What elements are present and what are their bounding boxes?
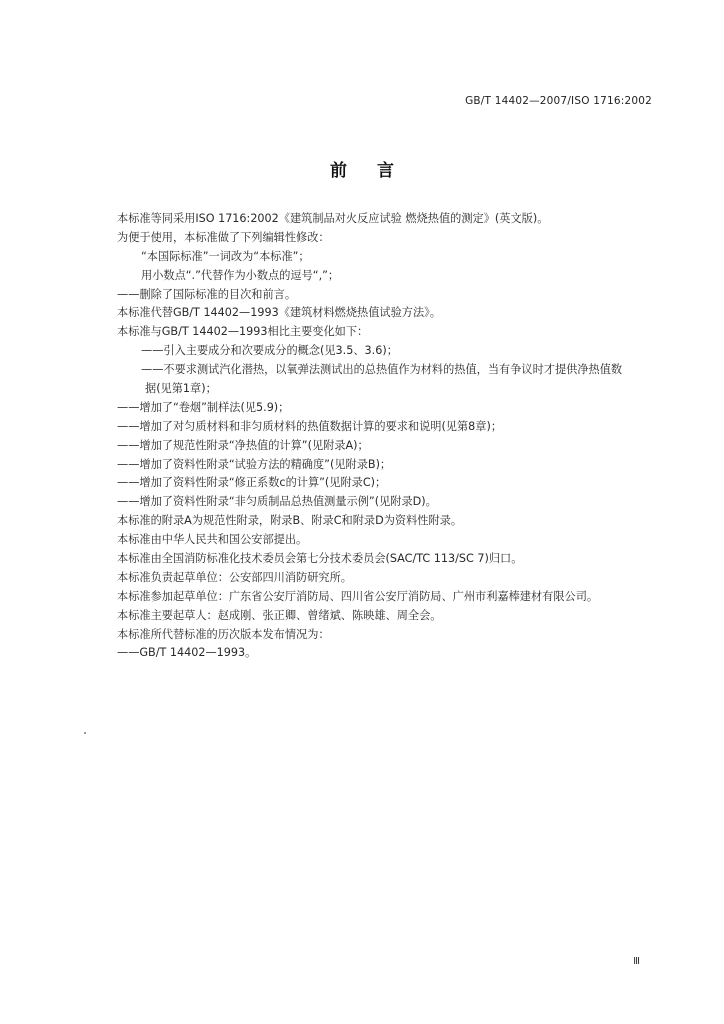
foreword-line: ——增加了对匀质材料和非匀质材料的热值数据计算的要求和说明(见第8章)； [117, 419, 503, 433]
foreword-line: ——引入主要成分和次要成分的概念(见3.5、3.6)； [141, 344, 398, 358]
foreword-line: 用小数点“.”代替作为小数点的逗号“,”； [141, 268, 340, 282]
foreword-line: 据(见第1章)； [145, 382, 217, 396]
foreword-line: “本国际标准”一词改为“本标准”； [141, 249, 310, 263]
foreword-line: 本标准由全国消防标准化技术委员会第七分技术委员会(SAC/TC 113/SC 7)归口。 [117, 552, 523, 566]
foreword-line: 本标准所代替标准的历次版本发布情况为： [117, 627, 330, 641]
foreword-line: ——不要求测试汽化潜热，以氧弹法测试出的总热值作为材料的热值，当有争议时才提供净热值数 [141, 363, 623, 377]
foreword-line: ——增加了资料性附录“非匀质制品总热值测量示例”(见附录D)。 [117, 495, 437, 509]
foreword-line: ——增加了资料性附录“试验方法的精确度”(见附录B)； [117, 457, 392, 471]
foreword-line: ——GB/T 14402—1993。 [117, 646, 257, 660]
page-title: 前言 [330, 161, 424, 181]
foreword-line: 本标准代替GB/T 14402—1993《建筑材料燃烧热值试验方法》。 [117, 306, 441, 320]
foreword-line: 本标准与GB/T 14402—1993相比主要变化如下： [117, 325, 369, 339]
foreword-body [117, 210, 662, 663]
foreword-line: 本标准主要起草人：赵成刚、张正卿、曾绪斌、陈映雄、周全会。 [117, 608, 442, 622]
foreword-line: 本标准由中华人民共和国公安部提出。 [117, 533, 308, 547]
foreword-line: 为便于使用，本标准做了下列编辑性修改： [117, 230, 330, 244]
foreword-line: 本标准等同采用ISO 1716:2002《建筑制品对火反应试验 燃烧热值的测定》(英文版)。 [117, 212, 549, 225]
foreword-line: 本标准的附录A为规范性附录，附录B、附录C和附录D为资料性附录。 [117, 514, 463, 528]
foreword-line: ——增加了资料性附录“修正系数c的计算”(见附录C)； [117, 476, 387, 490]
foreword-line: ——增加了“卷烟”制样法(见5.9)； [117, 400, 290, 414]
foreword-line: ——增加了规范性附录“净热值的计算”(见附录A)； [117, 438, 369, 452]
standard-code-header: GB/T 14402—2007/ISO 1716:2002 [465, 95, 652, 107]
foreword-line: 本标准负责起草单位：公安部四川消防研究所。 [117, 570, 352, 584]
foreword-line: 本标准参加起草单位：广东省公安厅消防局、四川省公安厅消防局、广州市利嘉棒建材有限公司。 [117, 589, 599, 603]
scan-mark [84, 732, 86, 734]
foreword-line: ——删除了国际标准的目次和前言。 [117, 287, 297, 301]
page-number: Ⅲ [633, 956, 640, 967]
